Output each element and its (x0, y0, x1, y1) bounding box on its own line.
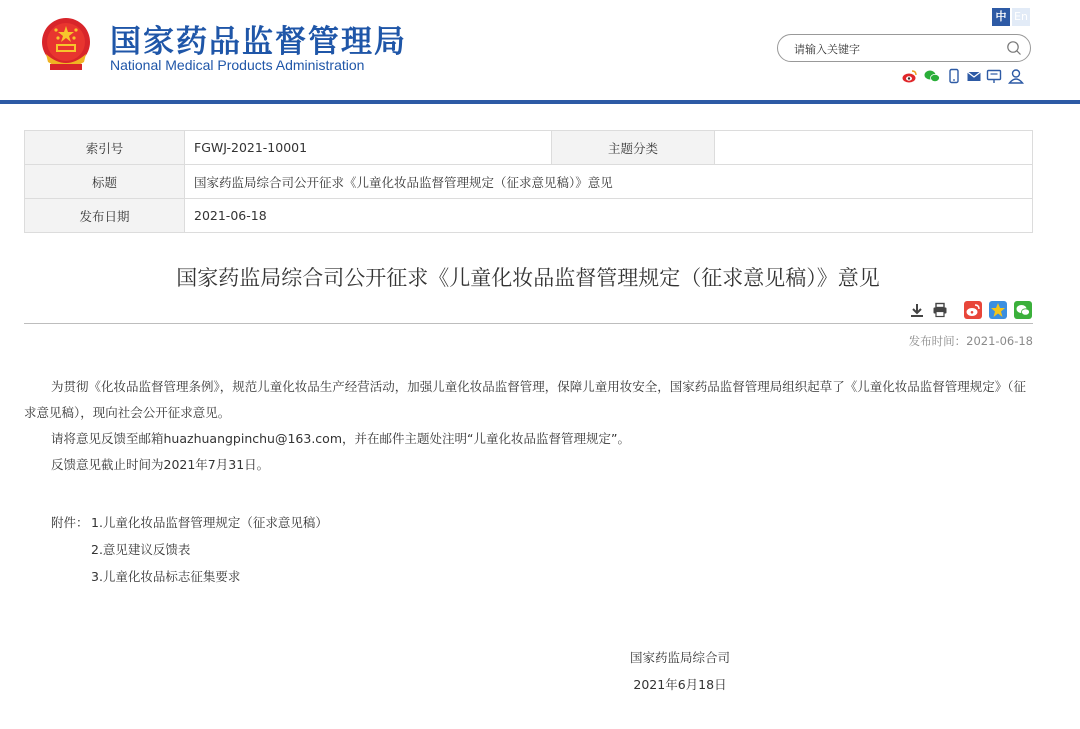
article-title: 国家药监局综合司公开征求《儿童化妆品监督管理规定（征求意见稿）》意见 (176, 266, 880, 290)
attachment-label: 附件： (51, 515, 89, 530)
body-paragraph: 为贯彻《化妆品监督管理条例》，规范儿童化妆品生产经营活动，加强儿童化妆品监督管理，保障儿童用妆安全，国家药品监督管理局组织起草了《儿童化妆品监督管理规定》（征求意见稿），现向社会公开征求意见。 (24, 379, 1027, 420)
site-logo-subtitle[interactable]: National Medical Products Administration (110, 57, 365, 73)
download-icon[interactable] (909, 302, 925, 318)
share-qzone-icon[interactable] (989, 301, 1007, 319)
mobile-icon[interactable] (946, 67, 962, 85)
site-logo-title[interactable]: 国家药品监督管理局 (110, 24, 407, 60)
title-label: 标题 (25, 165, 185, 199)
date-value: 2021-06-18 (185, 199, 1033, 233)
table-row (25, 165, 1033, 199)
mail-icon[interactable] (966, 67, 982, 85)
index-label: 索引号 (25, 131, 185, 165)
category-value (715, 131, 1033, 165)
search-input[interactable] (792, 40, 996, 58)
site-header (0, 0, 1080, 100)
body-paragraph: 请将意见反馈至邮箱huazhuangpinchu@163.com，并在邮件主题处注明“儿童化妆品监督管理规定”。 (51, 431, 630, 446)
table-row (25, 199, 1033, 233)
attachment-link-2[interactable]: 2.意见建议反馈表 (91, 542, 191, 557)
index-value: FGWJ-2021-10001 (185, 131, 552, 165)
document-meta-table (24, 130, 1033, 233)
share-wechat-icon[interactable] (1014, 301, 1032, 319)
signature-date: 2021年6月18日 (633, 677, 727, 692)
wechat-icon[interactable] (924, 67, 940, 85)
message-icon[interactable] (986, 67, 1002, 85)
category-label: 主题分类 (552, 131, 715, 165)
national-emblem-icon[interactable] (36, 14, 96, 74)
date-label: 发布日期 (25, 199, 185, 233)
search-box (777, 34, 1031, 62)
table-row (25, 131, 1033, 165)
attachment-link-3[interactable]: 3.儿童化妆品标志征集要求 (91, 569, 241, 584)
share-weibo-icon[interactable] (964, 301, 982, 319)
signature-org: 国家药监局综合司 (629, 650, 730, 665)
body-paragraph: 反馈意见截止时间为2021年7月31日。 (51, 457, 270, 472)
search-icon[interactable] (1006, 40, 1022, 56)
article-body (24, 374, 1034, 478)
publish-time: 发布时间：2021-06-18 (908, 334, 1033, 348)
lang-english-button[interactable]: En (1012, 8, 1030, 26)
weibo-icon[interactable] (902, 67, 918, 85)
lang-chinese-button[interactable]: 中 (992, 8, 1010, 26)
title-value: 国家药监局综合司公开征求《儿童化妆品监督管理规定（征求意见稿）》意见 (185, 165, 1033, 199)
title-divider (24, 323, 1033, 324)
print-icon[interactable] (932, 302, 948, 318)
header-divider (0, 100, 1080, 104)
user-icon[interactable] (1008, 67, 1024, 85)
attachment-link-1[interactable]: 1.儿童化妆品监督管理规定（征求意见稿） (91, 515, 328, 530)
